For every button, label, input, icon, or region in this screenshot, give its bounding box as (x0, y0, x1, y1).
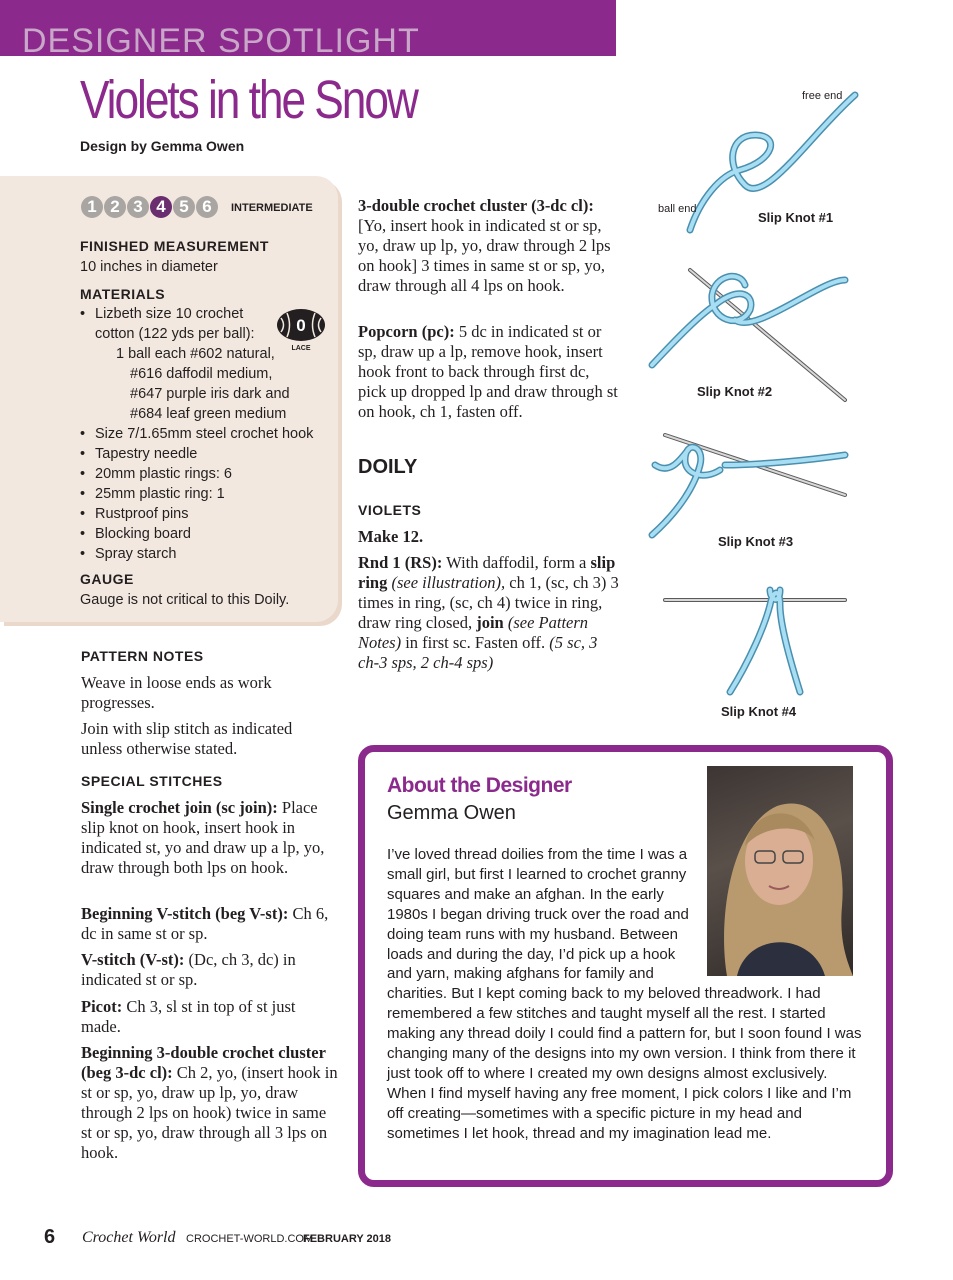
stitch-beg-vst: Beginning V-stitch (beg V-st): Ch 6, dc in same st or sp. (81, 904, 329, 943)
yarn-weight-number: 0 (296, 316, 306, 335)
page-number: 6 (44, 1226, 56, 1248)
pattern-notes-heading: PATTERN NOTES (81, 648, 204, 664)
material-item: • Tapestry needle (80, 444, 313, 464)
skill-level-5: 5 (173, 196, 195, 218)
violets-make: Make 12. (358, 527, 424, 546)
materials-heading: MATERIALS (80, 286, 166, 302)
violets-heading: VIOLETS (358, 502, 422, 518)
pattern-note-1: Weave in loose ends as work progresses. (81, 673, 272, 712)
yarn-weight-label: LACE (291, 345, 311, 352)
ball-end-label: ball end (658, 203, 697, 215)
skill-level-2: 2 (104, 196, 126, 218)
skill-level-label: INTERMEDIATE (231, 202, 313, 214)
material-item-cont: 1 ball each #602 natural, (116, 346, 275, 362)
material-item-cont: #684 leaf green medium (130, 406, 287, 422)
stitch-picot: Picot: Ch 3, sl st in top of st just made. (81, 997, 296, 1036)
free-end-label: free end (802, 90, 843, 102)
material-item-cont: cotton (122 yds per ball): (95, 326, 255, 342)
skill-level-1: 1 (81, 196, 103, 218)
slip-knot-diagrams (640, 80, 880, 720)
gauge-heading: GAUGE (80, 571, 134, 587)
issue-date: FEBRUARY 2018 (303, 1233, 392, 1245)
slip-knot-2-label: Slip Knot #2 (697, 384, 773, 399)
pattern-title: Violets in the Snow (80, 70, 417, 130)
material-item: • Lizbeth size 10 crochet (80, 304, 313, 324)
designer-name: Gemma Owen (387, 802, 516, 824)
material-item: • Rustproof pins (80, 504, 313, 524)
yarn-weight-icon (276, 306, 326, 352)
doily-heading: DOILY (358, 456, 418, 478)
slip-knot-1-label: Slip Knot #1 (758, 210, 834, 225)
material-item: • 20mm plastic rings: 6 (80, 464, 313, 484)
violets-rnd-1: Rnd 1 (RS): With daffodil, form a slip ring (see illustration), ch 1, (sc, ch 3) 3 times in ring, (sc, ch 4) twice in ring, draw ring closed, join (see Pattern Notes) in first sc. Fasten off. (5 sc, 3 ch-3 sps, 2 ch-4 sps) (358, 553, 619, 672)
material-item: • Size 7/1.65mm steel crochet hook (80, 424, 313, 444)
finished-measurement-text: 10 inches in diameter (80, 259, 218, 275)
skill-level-4: 4 (150, 196, 172, 218)
material-item: • Spray starch (80, 544, 313, 564)
section-banner (0, 0, 616, 56)
finished-measurement-heading: FINISHED MEASUREMENT (80, 238, 269, 254)
about-designer-body: I’ve loved thread doilies from the time I was a small girl, but first I learned to crochet granny squares and make an afghan. In the early 1980s I began driving truck over the road and doing team runs with my husband. Between loads and during the day, I’d pick up a hook and yarn, making afghans for family and charities. But I kept coming back to my beloved threadwork. I had remembered a few stitches and taught myself all the rest. I started making any thread doily I could find a pattern for, but I soon found I was changing many of the designs into my own version. I think from there it just took off to where I created my own designs almost exclusively. When I find myself having any free moment, I pick colors I like and I’m off creating—sometimes with a specific picture in my head and sometimes I let hook, thread and my imagination lead me. (387, 846, 862, 1142)
photo-wrap-spacer (694, 845, 862, 979)
stitch-beg-3dc-cl: Beginning 3-double crochet cluster (beg 3-dc cl): Ch 2, yo, (insert hook in st or sp, yo, draw up lp, yo, draw through 2 lps on hook) twice in same st or sp, yo, draw through all 3 lps on hook. (81, 1043, 338, 1162)
skill-level-6: 6 (196, 196, 218, 218)
slip-knot-4-label: Slip Knot #4 (721, 704, 797, 719)
special-stitches-heading: SPECIAL STITCHES (81, 773, 223, 789)
material-item: • Blocking board (80, 524, 313, 544)
stitch-3dc-cl: 3-double crochet cluster (3-dc cl): [Yo, insert hook in indicated st or sp, yo, draw up lp, yo, draw through 2 lps on hook] 3 times in same st or sp, yo, draw through all 4 lps on hook. (358, 196, 611, 295)
material-item: • 25mm plastic ring: 1 (80, 484, 313, 504)
pattern-note-2: Join with slip stitch as indicated unless otherwise stated. (81, 719, 293, 758)
about-designer-title: About the Designer (387, 774, 572, 797)
stitch-sc-join: Single crochet join (sc join): Place slip knot on hook, insert hook in indicated st, yo and draw up a lp, yo, draw through both lps on hook. (81, 798, 325, 877)
material-item-cont: #616 daffodil medium, (130, 366, 273, 382)
stitch-vst: V-stitch (V-st): (Dc, ch 3, dc) in indicated st or sp. (81, 950, 296, 989)
section-banner-text: DESIGNER SPOTLIGHT (22, 22, 420, 56)
slip-knot-3-label: Slip Knot #3 (718, 534, 794, 549)
magazine-name: Crochet World (82, 1229, 176, 1246)
byline: Design by Gemma Owen (80, 138, 245, 154)
material-item-cont: #647 purple iris dark and (130, 386, 290, 402)
magazine-url: CROCHET-WORLD.COM (186, 1233, 314, 1245)
stitch-popcorn: Popcorn (pc): 5 dc in indicated st or sp, draw up a lp, remove hook, insert hook front to back through first dc, pick up dropped lp and draw through st on hook, ch 1, fasten off. (358, 322, 618, 421)
skill-level-3: 3 (127, 196, 149, 218)
gauge-text: Gauge is not critical to this Doily. (80, 592, 290, 608)
